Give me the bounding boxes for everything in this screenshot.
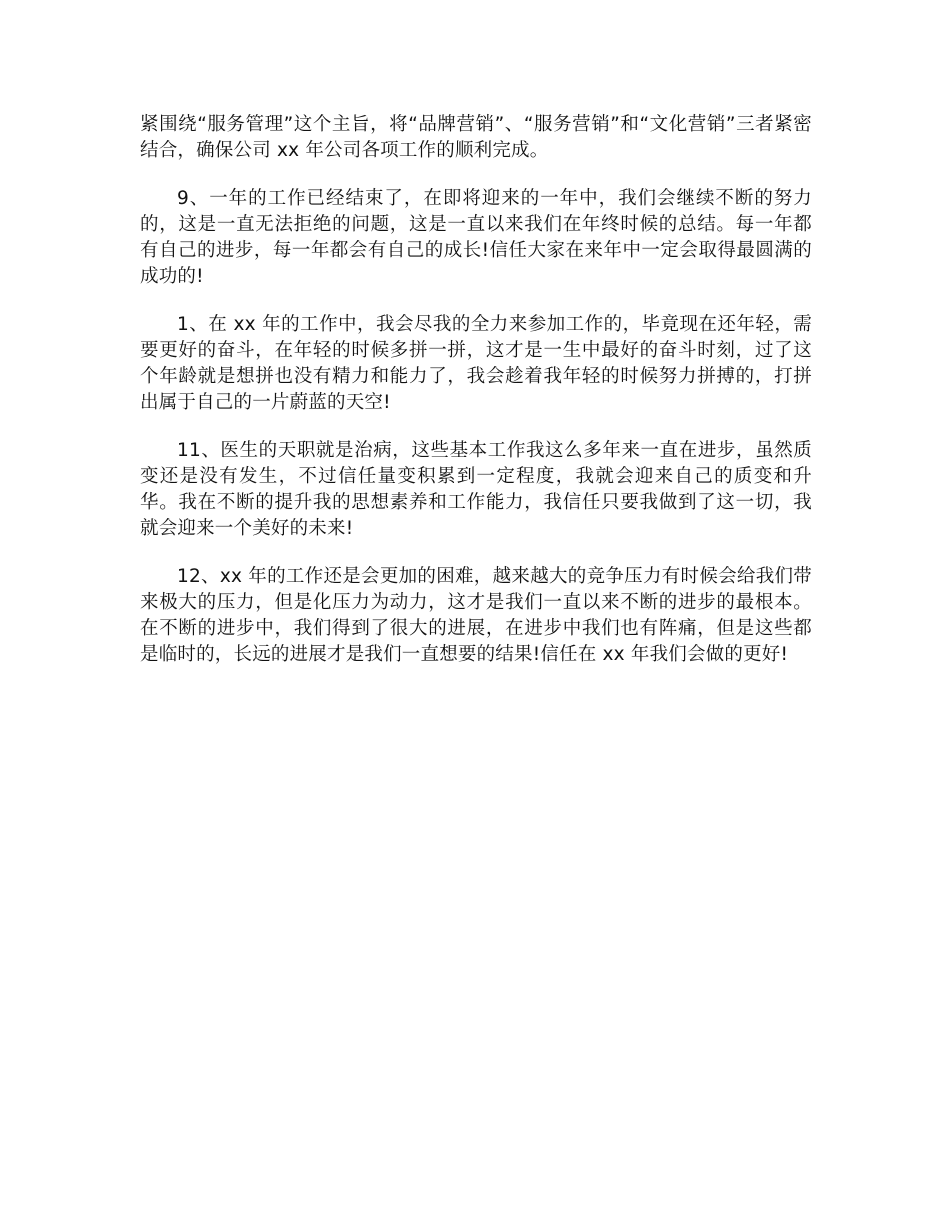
document-body [140,112,812,690]
paragraph-item-12: 12、xx 年的工作还是会更加的困难，越来越大的竞争压力有时候会给我们带来极大的压力，但是化压力为动力，这才是我们一直以来不断的进步的最根本。在不断的进步中，我们得到了很大的进展，在进步中我们也有阵痛，但是这些都是临时的，长远的进展才是我们一直想要的结果!信任在 xx 年我们会做的更好! [140,566,812,665]
paragraph-continuation: 紧围绕“服务管理”这个主旨，将“品牌营销”、“服务营销”和“文化营销”三者紧密结合，确保公司 xx 年公司各项工作的顺利完成。 [140,114,812,161]
paragraph-item-1: 1、在 xx 年的工作中，我会尽我的全力来参加工作的，毕竟现在还年轻，需要更好的奋斗，在年轻的时候多拼一拼，这才是一生中最好的奋斗时刻，过了这个年龄就是想拼也没有精力和能力了，我会趁着我年轻的时候努力拼搏的，打拼出属于自己的一片蔚蓝的天空! [140,314,812,413]
paragraph-item-9: 9、一年的工作已经结束了，在即将迎来的一年中，我们会继续不断的努力的，这是一直无法拒绝的问题，这是一直以来我们在年终时候的总结。每一年都有自己的进步，每一年都会有自己的成长!信任大家在来年中一定会取得最圆满的成功的! [140,188,812,287]
paragraph-item-11: 11、医生的天职就是治病，这些基本工作我这么多年来一直在进步，虽然质变还是没有发生，不过信任量变积累到一定程度，我就会迎来自己的质变和升华。我在不断的提升我的思想素养和工作能力，我信任只要我做到了这一切，我就会迎来一个美好的未来! [140,440,812,539]
